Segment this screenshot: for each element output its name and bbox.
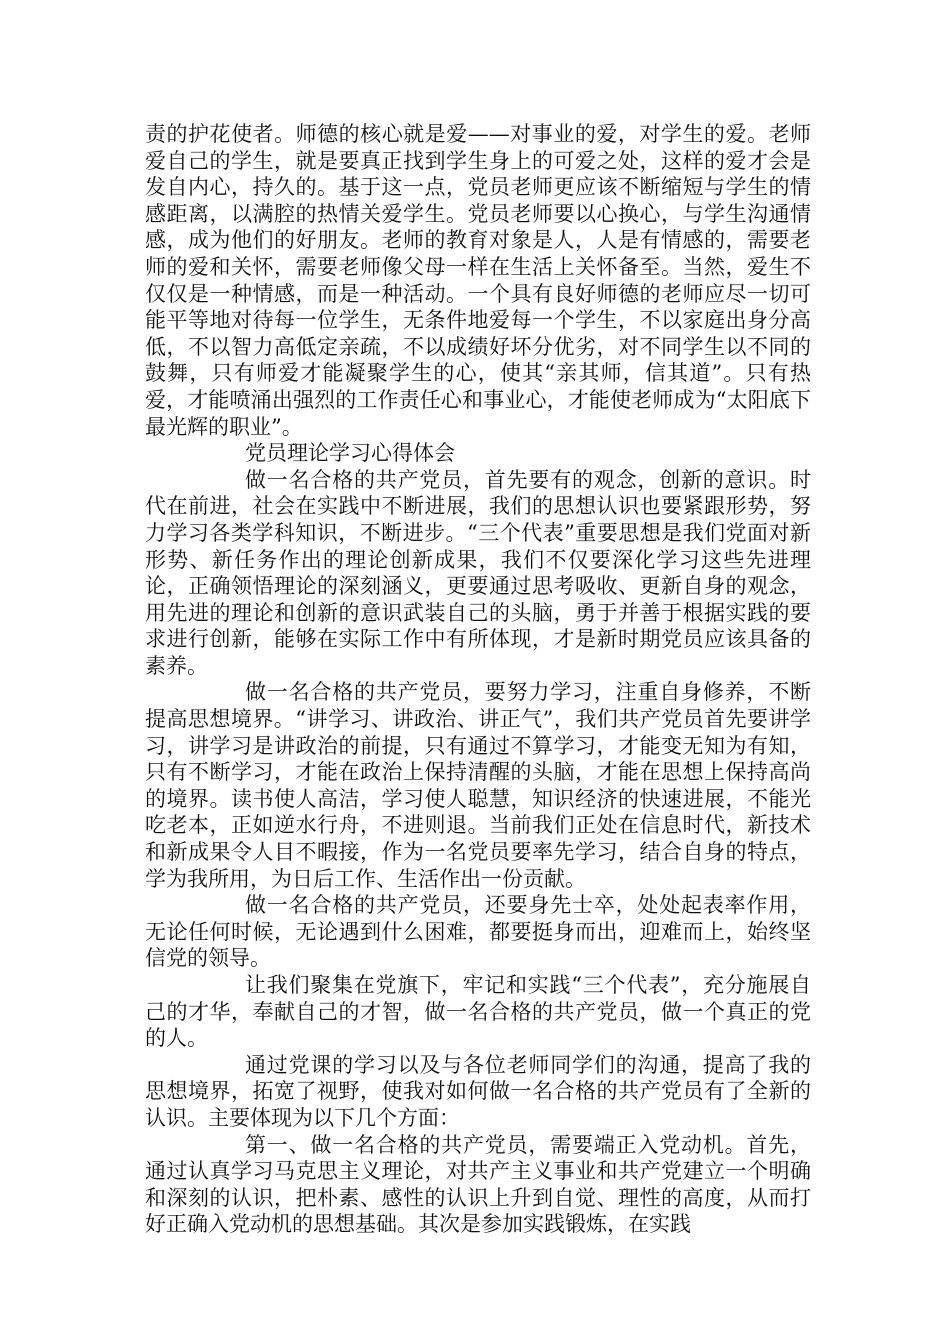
section-heading: 党员理论学习心得体会 — [245, 441, 455, 466]
body-paragraph: 让我们聚集在党旗下，牢记和实践“三个代表”，充分施展自己的才华，奉献自己的才智，做一名合格的共产党员，做一个真正的党的人。 — [145, 973, 811, 1051]
body-paragraph: 做一名合格的共产党员，要努力学习，注重自身修养，不断提高思想境界。“讲学习、讲政治、讲正气”，我们共产党员首先要讲学习，讲学习是讲政治的前提，只有通过不算学习，才能变无知为有知，只有不断学习，才能在政治上保持清醒的头脑，才能在思想上保持高尚的境界。读书使人高洁，学习使人聪慧，知识经济的快速进展，不能光吃老本，正如逆水行舟，不进则退。当前我们正处在信息时代，新技术和新成果令人目不暇接，作为一名党员要率先学习，结合自身的特点，学为我所用，为日后工作、生活作出一份贡献。 — [145, 680, 811, 891]
body-paragraph: 第一、做一名合格的共产党员，需要端正入党动机。首先，通过认真学习马克思主义理论，对共产主义事业和共产党建立一个明确和深刻的认识，把朴素、感性的认识上升到自觉、理性的高度，从而打好正确入党动机的思想基础。其次是参加实践锻炼，在实践 — [145, 1132, 811, 1237]
body-paragraph: 做一名合格的共产党员，还要身先士卒，处处起表率作用，无论任何时候，无论遇到什么困难，都要挺身而出，迎难而上，始终坚信党的领导。 — [145, 893, 811, 971]
document-body — [145, 121, 811, 1238]
body-paragraph: 责的护花使者。师德的核心就是爱——对事业的爱，对学生的爱。老师爱自己的学生，就是要真正找到学生身上的可爱之处，这样的爱才会是发自内心，持久的。基于这一点，党员老师更应该不断缩短与学生的情感距离，以满腔的热情关爱学生。党员老师要以心换心，与学生沟通情感，成为他们的好朋友。老师的教育对象是人，人是有情感的，需要老师的爱和关怀，需要老师像父母一样在生活上关怀备至。当然，爱生不仅仅是一种情感，而是一种活动。一个具有良好师德的老师应尽一切可能平等地对待每一位学生，无条件地爱每一个学生，不以家庭出身分高低，不以智力高低定亲疏，不以成绩好坏分优劣，对不同学生以不同的鼓舞，只有师爱才能凝聚学生的心，使其“亲其师，信其道”。只有热爱，才能喷涌出强烈的工作责任心和事业心，才能使老师成为“太阳底下最光辉的职业”。 — [145, 122, 811, 439]
body-paragraph: 做一名合格的共产党员，首先要有的观念，创新的意识。时代在前进，社会在实践中不断进展，我们的思想认识也要紧跟形势，努力学习各类学科知识，不断进步。“三个代表”重要思想是我们党面对新形势、新任务作出的理论创新成果，我们不仅要深化学习这些先进理论，正确领悟理论的深刻涵义，更要通过思考吸收、更新自身的观念，用先进的理论和创新的意识武装自己的头脑，勇于并善于根据实践的要求进行创新，能够在实际工作中有所体现，才是新时期党员应该具备的素养。 — [145, 467, 811, 678]
body-paragraph: 通过党课的学习以及与各位老师同学们的沟通，提高了我的思想境界，拓宽了视野，使我对如何做一名合格的共产党员有了全新的认识。主要体现为以下几个方面： — [145, 1052, 811, 1130]
